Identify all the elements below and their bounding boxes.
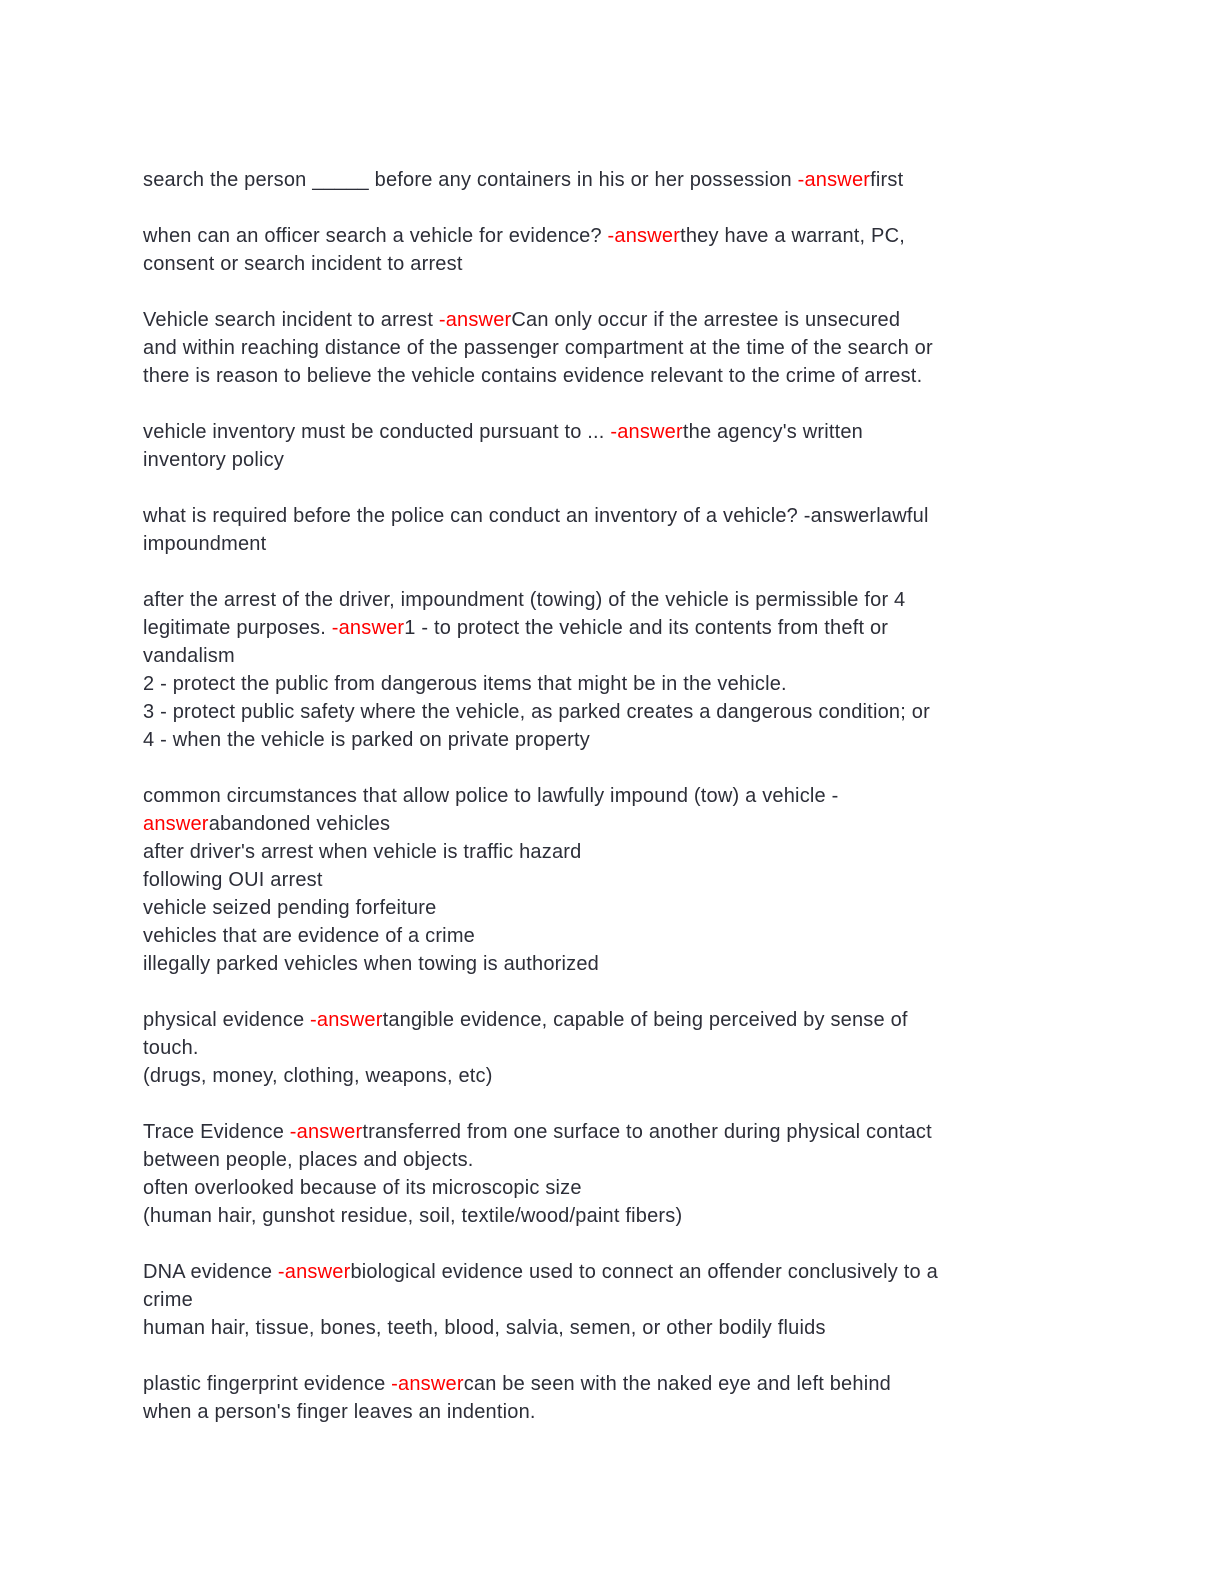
text-line [143, 586, 1103, 614]
text-run: touch. [143, 1037, 199, 1059]
text-run: transferred from one surface to another during physical contact [362, 1121, 932, 1143]
text-run: impoundment [143, 533, 267, 555]
paragraph [143, 222, 1103, 278]
text-run: vehicle seized pending forfeiture [143, 897, 437, 919]
text-line [143, 922, 1103, 950]
paragraph [143, 306, 1103, 390]
text-run: between people, places and objects. [143, 1149, 474, 1171]
text-run: can be seen with the naked eye and left behind [463, 1373, 891, 1395]
text-line [143, 446, 1103, 474]
text-line [143, 502, 1103, 530]
answer-marker: answer [143, 813, 209, 835]
paragraph [143, 166, 1103, 194]
text-run: 4 - when the vehicle is parked on private property [143, 729, 590, 751]
answer-marker: -answer [289, 1121, 363, 1143]
text-line [143, 838, 1103, 866]
text-run: Vehicle search incident to arrest [143, 309, 439, 331]
text-run: search the person _____ before any containers in his or her possession [143, 169, 798, 191]
text-run: 2 - protect the public from dangerous items that might be in the vehicle. [143, 673, 787, 695]
text-line [143, 1258, 1103, 1286]
answer-marker: -answer [391, 1373, 464, 1395]
text-line [143, 642, 1103, 670]
text-line [143, 1006, 1103, 1034]
text-line [143, 222, 1103, 250]
text-run: vehicles that are evidence of a crime [143, 925, 476, 947]
text-line [143, 670, 1103, 698]
paragraph [143, 586, 1103, 754]
paragraph [143, 1370, 1103, 1426]
paragraph [143, 1118, 1103, 1230]
answer-marker: -answer [310, 1009, 383, 1031]
text-run: and within reaching distance of the passenger compartment at the time of the search or [143, 337, 933, 359]
text-run: vehicle inventory must be conducted pursuant to ... [143, 421, 611, 443]
paragraph [143, 1258, 1103, 1342]
text-line [143, 1062, 1103, 1090]
text-line [143, 810, 1103, 838]
paragraph [143, 502, 1103, 558]
text-line [143, 698, 1103, 726]
text-line [143, 166, 1103, 194]
text-run: Can only occur if the arrestee is unsecured [511, 309, 901, 331]
text-run: 3 - protect public safety where the vehicle, as parked creates a dangerous condition; or [143, 701, 930, 723]
paragraph [143, 782, 1103, 978]
text-line [143, 530, 1103, 558]
text-run: DNA evidence [143, 1261, 278, 1283]
answer-marker: -answer [607, 225, 681, 247]
paragraph [143, 1006, 1103, 1090]
text-run: when a person's finger leaves an indention. [143, 1401, 536, 1423]
text-run: they have a warrant, PC, [680, 225, 906, 247]
text-line [143, 866, 1103, 894]
text-line [143, 1174, 1103, 1202]
text-run: physical evidence [143, 1009, 311, 1031]
text-run: Trace Evidence [143, 1121, 290, 1143]
text-line [143, 250, 1103, 278]
text-run: there is reason to believe the vehicle contains evidence relevant to the crime of arrest. [143, 365, 923, 387]
text-run: (human hair, gunshot residue, soil, textile/wood/paint fibers) [143, 1205, 683, 1227]
paragraph [143, 418, 1103, 474]
text-run: first [870, 169, 904, 191]
text-line [143, 1398, 1103, 1426]
text-run: after driver's arrest when vehicle is traffic hazard [143, 841, 582, 863]
text-line [143, 726, 1103, 754]
text-line [143, 1034, 1103, 1062]
text-line [143, 1146, 1103, 1174]
text-run: the agency's written [682, 421, 864, 443]
text-run: crime [143, 1289, 193, 1311]
text-line [143, 782, 1103, 810]
text-line [143, 1202, 1103, 1230]
text-run: tangible evidence, capable of being perceived by sense of [382, 1009, 908, 1031]
answer-marker: -answer [438, 309, 512, 331]
text-run: what is required before the police can conduct an inventory of a vehicle? -answerlawful [143, 505, 929, 527]
text-line [143, 1370, 1103, 1398]
answer-marker: -answer [797, 169, 871, 191]
text-line [143, 1314, 1103, 1342]
text-line [143, 306, 1103, 334]
text-run: abandoned vehicles [208, 813, 391, 835]
text-run: following OUI arrest [143, 869, 323, 891]
answer-marker: -answer [277, 1261, 351, 1283]
text-run: 1 - to protect the vehicle and its contents from theft or [404, 617, 889, 639]
text-run: vandalism [143, 645, 235, 667]
text-run: (drugs, money, clothing, weapons, etc) [143, 1065, 493, 1087]
text-line [143, 894, 1103, 922]
text-run: biological evidence used to connect an offender conclusively to a [350, 1261, 938, 1283]
text-line [143, 334, 1103, 362]
text-run: plastic fingerprint evidence [143, 1373, 392, 1395]
text-run: illegally parked vehicles when towing is authorized [143, 953, 600, 975]
text-run: after the arrest of the driver, impoundment (towing) of the vehicle is permissible for 4 [143, 589, 906, 611]
text-run: inventory policy [143, 449, 285, 471]
text-line [143, 614, 1103, 642]
text-run: human hair, tissue, bones, teeth, blood, salvia, semen, or other bodily fluids [143, 1317, 826, 1339]
text-run: common circumstances that allow police to lawfully impound (tow) a vehicle - [143, 785, 839, 807]
text-run: consent or search incident to arrest [143, 253, 463, 275]
text-line [143, 950, 1103, 978]
text-line [143, 362, 1103, 390]
text-run: legitimate purposes. [143, 617, 332, 639]
text-run: when can an officer search a vehicle for evidence? [143, 225, 608, 247]
document-body [143, 166, 1103, 1454]
text-line [143, 1118, 1103, 1146]
text-run: often overlooked because of its microscopic size [143, 1177, 582, 1199]
answer-marker: -answer [610, 421, 683, 443]
text-line [143, 1286, 1103, 1314]
answer-marker: -answer [331, 617, 405, 639]
text-line [143, 418, 1103, 446]
